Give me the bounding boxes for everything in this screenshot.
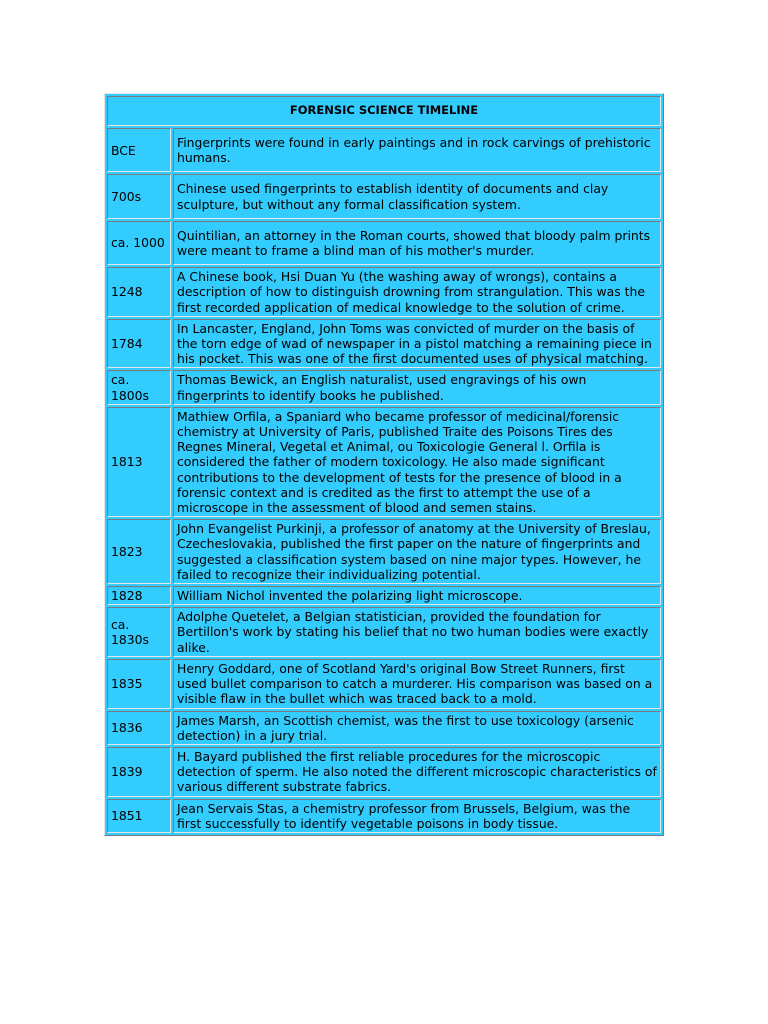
- event-cell: In Lancaster, England, John Toms was convicted of murder on the basis of the torn edge of wad of newspaper in a pistol matching a remaining piece in his pocket. This was one of the first documented uses of physical matching.: [173, 319, 661, 369]
- table-row: [107, 407, 661, 517]
- timeline-table: [104, 93, 664, 836]
- date-cell: 1813: [107, 407, 171, 517]
- event-cell: Quintilian, an attorney in the Roman courts, showed that bloody palm prints were meant to frame a blind man of his mother's murder.: [173, 221, 661, 265]
- date-cell: 1248: [107, 267, 171, 317]
- event-cell: Henry Goddard, one of Scotland Yard's original Bow Street Runners, first used bullet comparison to catch a murderer. His comparison was based on a visible flaw in the bullet which was traced back to a mold.: [173, 659, 661, 709]
- event-cell: Jean Servais Stas, a chemistry professor from Brussels, Belgium, was the first successfully to identify vegetable poisons in body tissue.: [173, 799, 661, 833]
- table-row: [107, 586, 661, 605]
- event-cell: John Evangelist Purkinji, a professor of anatomy at the University of Breslau, Czecheslovakia, published the first paper on the nature of fingerprints and suggested a classification system based on nine major types. However, he failed to recognize their individualizing potential.: [173, 519, 661, 584]
- date-cell: 1839: [107, 747, 171, 797]
- event-cell: Chinese used fingerprints to establish identity of documents and clay sculpture, but without any formal classification system.: [173, 174, 661, 218]
- table-row: [107, 128, 661, 172]
- event-cell: Adolphe Quetelet, a Belgian statistician, provided the foundation for Bertillon's work by stating his belief that no two human bodies were exactly alike.: [173, 607, 661, 657]
- table-row: [107, 319, 661, 369]
- table-row: [107, 711, 661, 745]
- table-row: [107, 370, 661, 404]
- date-cell: 1836: [107, 711, 171, 745]
- date-cell: 1851: [107, 799, 171, 833]
- table-row: [107, 174, 661, 218]
- date-cell: 1828: [107, 586, 171, 605]
- table-row: [107, 267, 661, 317]
- date-cell: 700s: [107, 174, 171, 218]
- date-cell: 1784: [107, 319, 171, 369]
- event-cell: William Nichol invented the polarizing light microscope.: [173, 586, 661, 605]
- table-row: [107, 607, 661, 657]
- date-cell: BCE: [107, 128, 171, 172]
- table-row: [107, 659, 661, 709]
- table-row: [107, 747, 661, 797]
- table-row: [107, 519, 661, 584]
- date-cell: 1823: [107, 519, 171, 584]
- timeline-title: FORENSIC SCIENCE TIMELINE: [107, 96, 661, 126]
- date-cell: ca. 1830s: [107, 607, 171, 657]
- title-row: [107, 96, 661, 126]
- event-cell: Fingerprints were found in early paintings and in rock carvings of prehistoric humans.: [173, 128, 661, 172]
- event-cell: H. Bayard published the first reliable procedures for the microscopic detection of sperm. He also noted the different microscopic characteristics of various different substrate fabrics.: [173, 747, 661, 797]
- date-cell: 1835: [107, 659, 171, 709]
- date-cell: ca. 1000: [107, 221, 171, 265]
- event-cell: Mathiew Orfila, a Spaniard who became professor of medicinal/forensic chemistry at University of Paris, published Traite des Poisons Tires des Regnes Mineral, Vegetal et Animal, ou Toxicologie General l. Orfila is considered the father of modern toxicology. He also made significant contributions to the development of tests for the presence of blood in a forensic context and is credited as the first to attempt the use of a microscope in the assessment of blood and semen stains.: [173, 407, 661, 517]
- event-cell: Thomas Bewick, an English naturalist, used engravings of his own fingerprints to identify books he published.: [173, 370, 661, 404]
- table-row: [107, 221, 661, 265]
- event-cell: James Marsh, an Scottish chemist, was the first to use toxicology (arsenic detection) in a jury trial.: [173, 711, 661, 745]
- table-row: [107, 799, 661, 833]
- date-cell: ca. 1800s: [107, 370, 171, 404]
- event-cell: A Chinese book, Hsi Duan Yu (the washing away of wrongs), contains a description of how to distinguish drowning from strangulation. This was the first recorded application of medical knowledge to the solution of crime.: [173, 267, 661, 317]
